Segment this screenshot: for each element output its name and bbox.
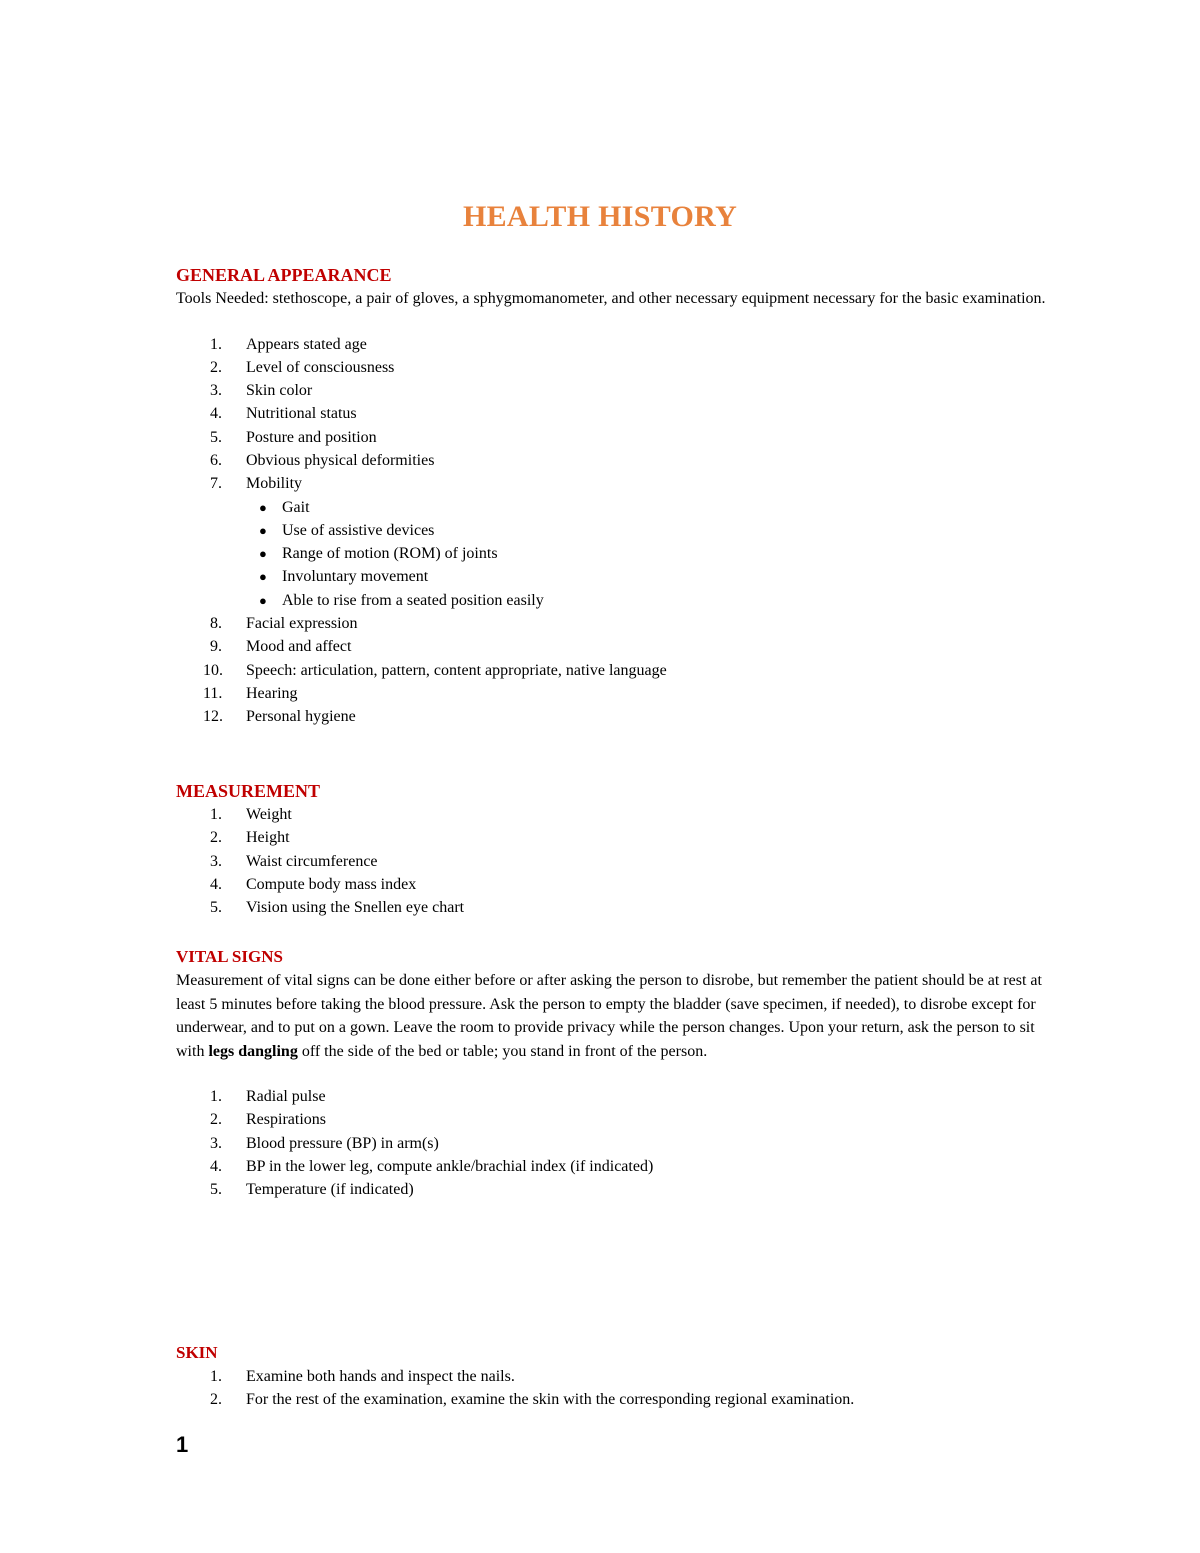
list-item (176, 682, 1056, 705)
page-number: 1 (176, 1432, 189, 1457)
list-number: 6. (210, 451, 222, 469)
list-number: 7. (210, 475, 222, 493)
list-item (176, 472, 1056, 495)
vital-signs-intro (176, 969, 1056, 1063)
list-text: Respirations (246, 1111, 326, 1129)
list-item (176, 635, 1056, 658)
list-number: 3. (210, 852, 222, 870)
bullet-text: Able to rise from a seated position easily (282, 591, 544, 609)
list-number: 11. (203, 684, 223, 702)
list-text: Vision using the Snellen eye chart (246, 899, 465, 917)
list-text: For the rest of the examination, examine the skin with the corresponding regional examination. (246, 1391, 855, 1409)
list-number: 1. (210, 1368, 222, 1385)
list-item (176, 873, 1056, 896)
list-text: Radial pulse (246, 1088, 326, 1105)
list-text: Appears stated age (246, 335, 367, 353)
bullet-item (176, 542, 1056, 565)
list-text: Mood and affect (246, 638, 352, 656)
list-number: 1. (210, 1088, 222, 1105)
vital-signs-heading: VITAL SIGNS (176, 947, 283, 966)
list-text: Waist circumference (246, 852, 378, 870)
list-item (176, 402, 1056, 425)
bullet-icon: ● (259, 499, 267, 515)
bullet-text: Range of motion (ROM) of joints (282, 545, 498, 563)
bullet-text: Use of assistive devices (282, 521, 435, 539)
list-item (176, 1365, 1056, 1388)
list-text: BP in the lower leg, compute ankle/brachial index (if indicated) (246, 1157, 654, 1175)
list-item (176, 1085, 1056, 1108)
list-text: Height (246, 829, 290, 847)
list-text: Posture and position (246, 428, 377, 446)
list-item (176, 705, 1056, 728)
intro-text: Measurement of vital signs can be done either before or after asking the person to disrobe, but remember the patient should be at rest at least 5 minutes before taking the blood pressure. Ask the person to empty the bladder (save specimen, if needed), to disrobe except for underwear, and to put on a gown. Leave the room to provide privacy while the person changes. Upon your return, ask the person to sit with (176, 972, 1042, 1060)
list-item (176, 426, 1056, 449)
list-item (176, 333, 1056, 356)
list-item (176, 1178, 1056, 1201)
bullet-text: Gait (282, 498, 310, 516)
list-number: 4. (210, 405, 222, 423)
bullet-item (176, 589, 1056, 612)
list-text: Level of consciousness (246, 358, 395, 376)
bullet-item (176, 496, 1056, 519)
intro-bold-text: legs dangling (208, 1042, 298, 1060)
skin-heading: SKIN (176, 1343, 218, 1362)
list-item (176, 1108, 1056, 1131)
general-appearance-list-continued (176, 612, 1056, 728)
list-number: 1. (210, 806, 222, 823)
vital-signs-list (176, 1085, 1056, 1201)
list-text: Nutritional status (246, 405, 357, 423)
list-number: 2. (210, 1111, 222, 1129)
list-item (176, 826, 1056, 849)
list-number: 10. (203, 661, 223, 679)
list-number: 4. (210, 875, 222, 893)
list-number: 1. (210, 335, 222, 353)
list-item (176, 1155, 1056, 1178)
list-text: Examine both hands and inspect the nails. (246, 1368, 515, 1385)
list-text: Temperature (if indicated) (246, 1181, 414, 1199)
general-appearance-section (176, 263, 1056, 729)
general-appearance-list (176, 333, 1056, 496)
document-title: HEALTH HISTORY (462, 200, 738, 233)
list-text: Skin color (246, 382, 313, 400)
bullet-text: Involuntary movement (282, 568, 429, 586)
measurement-section (176, 779, 1056, 919)
spacer (176, 311, 1056, 333)
skin-list (176, 1365, 1056, 1412)
list-item (176, 659, 1056, 682)
mobility-sublist (176, 496, 1056, 612)
vital-signs-section (176, 945, 1056, 1201)
list-text: Obvious physical deformities (246, 451, 435, 469)
list-item (176, 803, 1056, 826)
bullet-item (176, 519, 1056, 542)
list-text: Personal hygiene (246, 708, 356, 726)
spacer (176, 1063, 1056, 1085)
list-number: 3. (210, 1134, 222, 1152)
list-item (176, 1132, 1056, 1155)
list-number: 12. (203, 708, 223, 726)
list-number: 5. (210, 1181, 222, 1199)
list-number: 2. (210, 358, 222, 376)
list-text: Speech: articulation, pattern, content appropriate, native language (246, 661, 667, 679)
list-number: 2. (210, 829, 222, 847)
general-appearance-heading: GENERAL APPEARANCE (176, 265, 392, 285)
list-text: Compute body mass index (246, 875, 417, 893)
list-text: Facial expression (246, 615, 358, 633)
bullet-icon: ● (259, 569, 267, 585)
list-item (176, 1388, 1056, 1411)
list-text: Weight (246, 806, 292, 823)
list-item (176, 356, 1056, 379)
bullet-item (176, 565, 1056, 588)
list-number: 8. (210, 615, 222, 633)
list-text: Hearing (246, 684, 298, 702)
list-item (176, 449, 1056, 472)
list-number: 2. (210, 1391, 222, 1409)
list-item (176, 379, 1056, 402)
list-item (176, 896, 1056, 919)
bullet-icon: ● (259, 592, 267, 608)
list-text: Mobility (246, 475, 303, 493)
list-item (176, 612, 1056, 635)
list-number: 5. (210, 899, 222, 917)
list-item (176, 850, 1056, 873)
measurement-list (176, 803, 1056, 919)
bullet-icon: ● (259, 522, 267, 538)
measurement-heading: MEASUREMENT (176, 781, 321, 801)
tools-needed-text: Tools Needed: stethoscope, a pair of gloves, a sphygmomanometer, and other necessary equipment necessary for the basic examination. (176, 290, 1046, 307)
bullet-icon: ● (259, 546, 267, 562)
list-text: Blood pressure (BP) in arm(s) (246, 1134, 439, 1152)
list-number: 4. (210, 1157, 222, 1175)
list-number: 9. (210, 638, 222, 656)
skin-section (176, 1341, 1056, 1412)
list-number: 5. (210, 428, 222, 446)
intro-text-end: off the side of the bed or table; you stand in front of the person. (297, 1042, 708, 1060)
list-number: 3. (210, 382, 222, 400)
